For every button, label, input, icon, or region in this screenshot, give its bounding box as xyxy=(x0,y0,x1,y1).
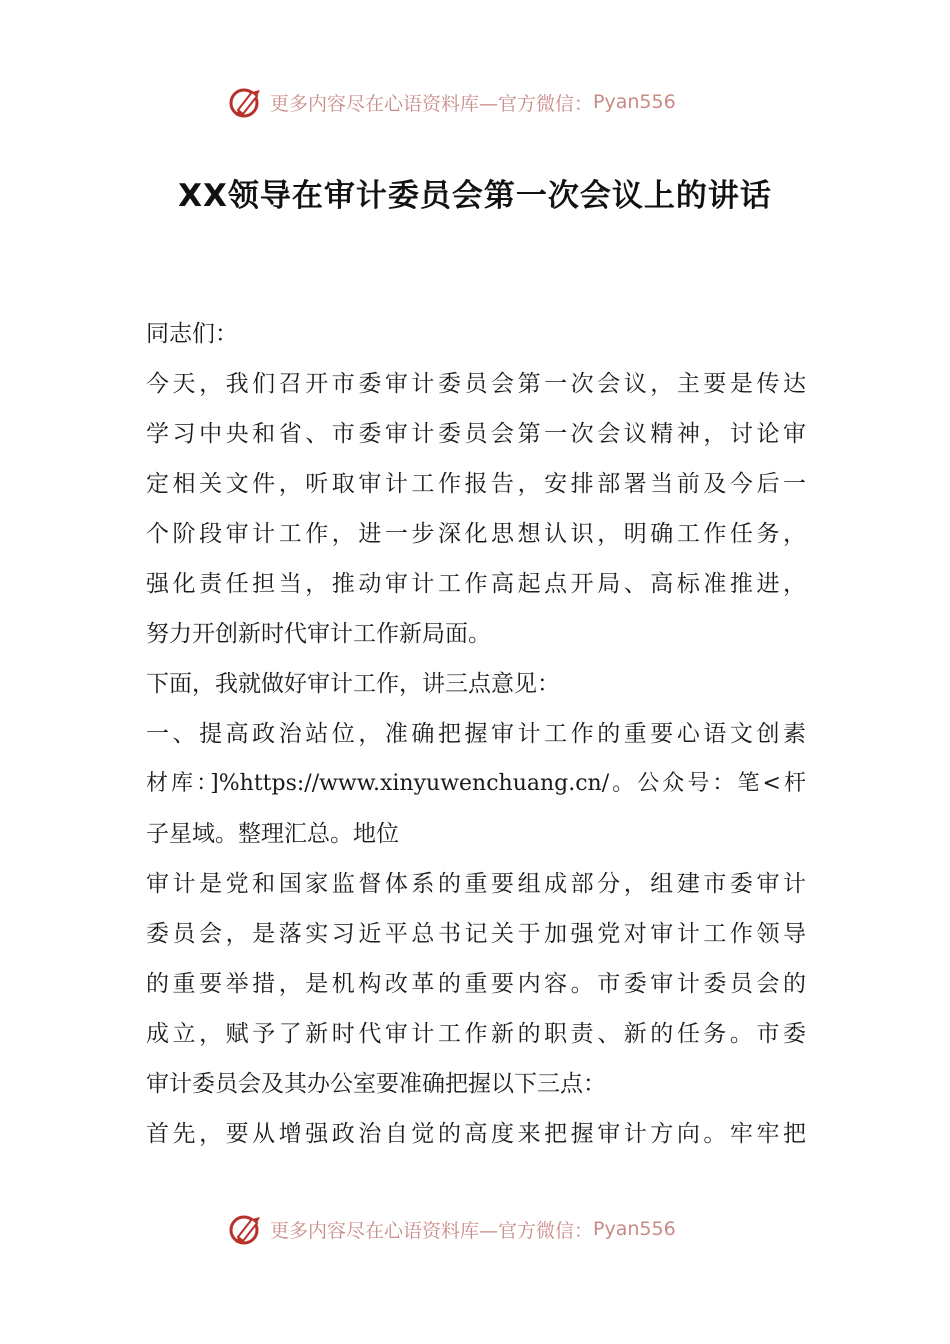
document-title: XX领导在审计委员会第一次会议上的讲话 xyxy=(178,178,772,214)
pen-logo-icon xyxy=(228,1211,264,1247)
banner-text: 更多内容尽在心语资料库—官方微信： xyxy=(270,1219,594,1242)
body-line: 委员会，是落实习近平总书记关于加强党对审计工作领导 xyxy=(146,921,806,947)
banner-wechat-id: Pyan556 xyxy=(593,91,676,113)
pen-logo-icon xyxy=(228,84,264,120)
body-line: 同志们： xyxy=(146,321,238,347)
body-line: 首先，要从增强政治自觉的高度来把握审计方向。牢牢把 xyxy=(146,1121,806,1147)
body-line: 努力开创新时代审计工作新局面。 xyxy=(146,621,491,647)
body-line: 子星域。整理汇总。地位 xyxy=(146,821,399,847)
document-body xyxy=(146,309,806,1159)
body-line: 材库：]%https://www.xinyuwenchuang.cn/。公众号：笔<杆 xyxy=(146,771,806,796)
body-line: 审计是党和国家监督体系的重要组成部分，组建市委审计 xyxy=(146,871,806,897)
body-line: 一、提高政治站位，准确把握审计工作的重要心语文创素 xyxy=(146,721,806,747)
body-line: 学习中央和省、市委审计委员会第一次会议精神，讨论审 xyxy=(146,421,806,447)
header-banner xyxy=(228,82,748,122)
body-line: 强化责任担当，推动审计工作高起点开局、高标准推进， xyxy=(146,571,806,597)
body-line: 今天，我们召开市委审计委员会第一次会议，主要是传达 xyxy=(146,371,806,397)
body-line: 的重要举措，是机构改革的重要内容。市委审计委员会的 xyxy=(146,971,806,997)
body-line: 成立，赋予了新时代审计工作新的职责、新的任务。市委 xyxy=(146,1021,806,1047)
banner-wechat-id: Pyan556 xyxy=(593,1218,676,1240)
body-line: 个阶段审计工作，进一步深化思想认识，明确工作任务， xyxy=(146,521,806,547)
body-line: 审计委员会及其办公室要准确把握以下三点： xyxy=(146,1071,606,1097)
body-line: 定相关文件，听取审计工作报告，安排部署当前及今后一 xyxy=(146,471,806,497)
footer-banner xyxy=(228,1209,748,1249)
body-line: 下面，我就做好审计工作，讲三点意见： xyxy=(146,671,560,697)
banner-text: 更多内容尽在心语资料库—官方微信： xyxy=(270,92,594,115)
